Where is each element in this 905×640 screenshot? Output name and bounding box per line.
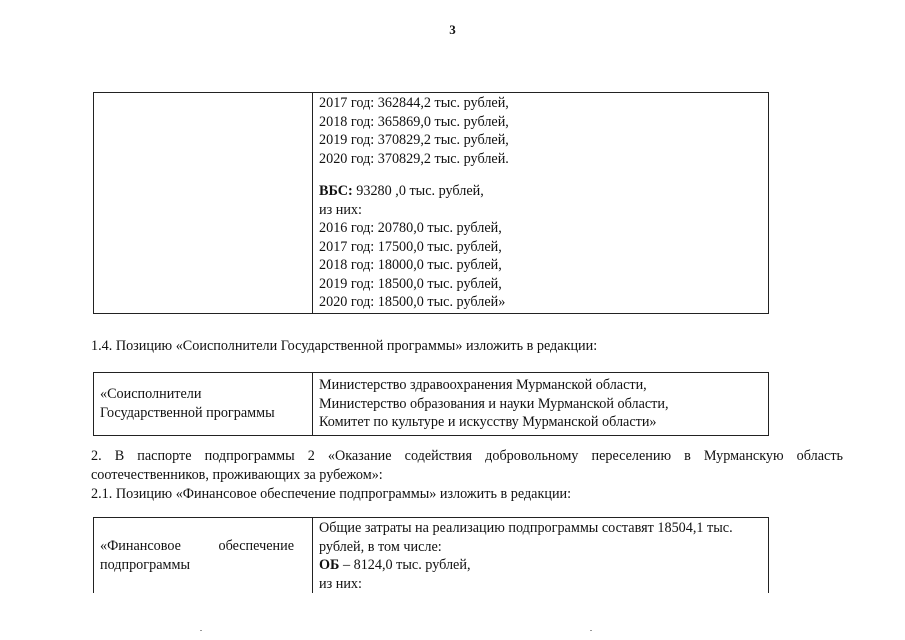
label-word: обеспечение [218,538,294,554]
paragraph-2-line-2: соотечественников, проживающих за рубежом»: [91,467,383,483]
table-cell-co-executors-list [313,373,769,436]
funding-line: 2019 год: 18500,0 тыс. рублей, [319,275,502,292]
funding-line: 2017 год: 362844,2 тыс. рублей, [319,95,509,111]
scan-artifact [200,630,202,631]
vbs-line [319,182,762,201]
page-number: 3 [449,22,456,37]
vbs-label: ВБС: [319,183,353,199]
funding-line: 2017 год: 17500,0 тыс. рублей, [319,238,502,255]
ministry-line: Министерство образования и науки Мурманской области, [319,395,669,412]
co-executors-table [93,372,769,436]
ob-line [319,556,762,575]
paragraph-2-1: 2.1. Позицию «Финансовое обеспечение подпрограммы» изложить в редакции: [91,486,572,502]
ministry-line: Комитет по культуре и искусству Мурманской области» [319,414,657,430]
table-cell-funding-details [313,93,769,314]
ob-label: ОБ [319,557,340,573]
paragraph-1-4: 1.4. Позицию «Соисполнители Государственной программы» изложить в редакции: [91,338,598,354]
funding-line: 2018 год: 18000,0 тыс. рублей, [319,257,502,273]
table-cell-funding-text [313,518,769,594]
label-line: «Соисполнители [100,386,202,403]
ob-value: – 8124,0 тыс. рублей, [339,557,471,573]
funding-text-line: из них: [319,575,362,592]
funding-line: 2020 год: 370829,2 тыс. рублей. [319,150,509,167]
label-line-justified [100,537,294,556]
funding-table-continued [93,92,769,314]
funding-line: 2016 год: 20780,0 тыс. рублей, [319,220,502,236]
scan-artifact [590,630,592,631]
funding-line: 2018 год: 365869,0 тыс. рублей, [319,113,509,130]
vbs-value: 93280 ,0 тыс. рублей, [352,183,484,199]
label-line: Государственной программы [100,404,275,421]
table-cell-left-empty [94,93,313,314]
funding-line: 2020 год: 18500,0 тыс. рублей» [319,294,506,310]
funding-line: из них: [319,201,362,218]
funding-line: 2019 год: 370829,2 тыс. рублей, [319,132,509,148]
paragraph-2-line-1: 2. В паспорте подпрограммы 2 «Оказание содействия добровольному переселению в Мурманскую область [91,448,843,464]
spacer [319,168,762,182]
ministry-line: Министерство здравоохранения Мурманской области, [319,377,647,393]
table-cell-co-executors-label [94,373,313,436]
label-line: подпрограммы [100,556,190,573]
label-word: «Финансовое [100,538,181,554]
subprogram-funding-table [93,517,769,593]
funding-text-line: Общие затраты на реализацию подпрограммы составят 18504,1 тыс. [319,520,733,536]
funding-text-line: рублей, в том числе: [319,538,442,555]
table-cell-funding-label [94,518,313,594]
